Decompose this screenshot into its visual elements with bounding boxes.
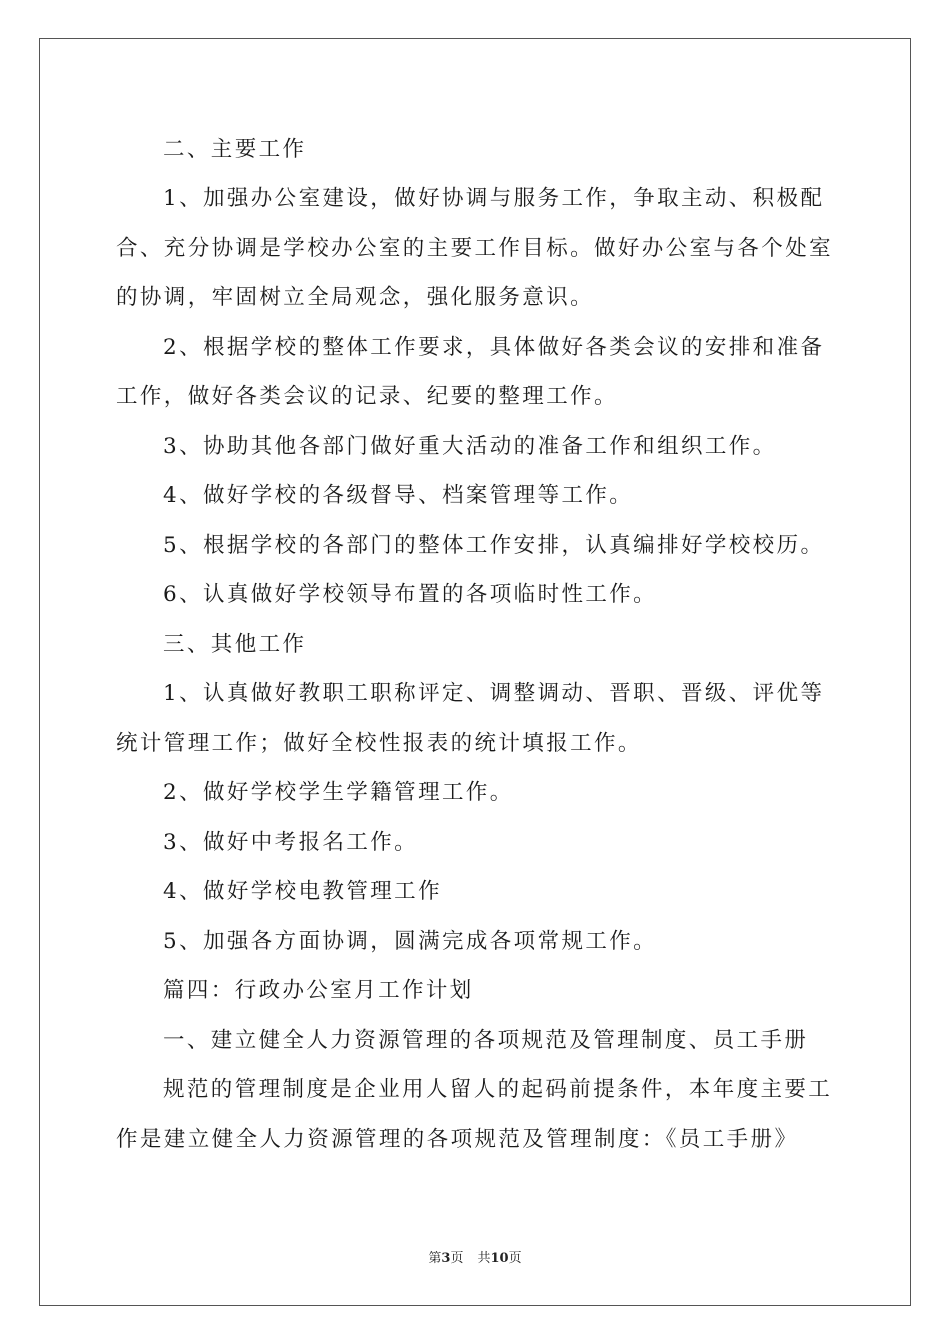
paragraph-line: 3、协助其他各部门做好重大活动的准备工作和组织工作。 (163, 434, 777, 459)
paragraph-line: 合、充分协调是学校办公室的主要工作目标。做好办公室与各个处室 (116, 236, 834, 261)
page-border (39, 38, 911, 1306)
paragraph-line: 4、做好学校电教管理工作 (163, 879, 442, 904)
paragraph-line: 5、加强各方面协调，圆满完成各项常规工作。 (163, 929, 658, 954)
paragraph-line: 4、做好学校的各级督导、档案管理等工作。 (163, 483, 634, 508)
paragraph-line: 6、认真做好学校领导布置的各项临时性工作。 (163, 582, 658, 607)
section-heading: 三、其他工作 (163, 632, 307, 657)
paragraph-line: 的协调，牢固树立全局观念，强化服务意识。 (116, 285, 595, 310)
paragraph-line: 1、加强办公室建设，做好协调与服务工作，争取主动、积极配 (163, 186, 825, 211)
page-prefix: 第 (428, 1251, 442, 1266)
chapter-heading: 篇四：行政办公室月工作计划 (163, 978, 474, 1003)
paragraph-line: 2、做好学校学生学籍管理工作。 (163, 780, 514, 805)
paragraph-line: 作是建立健全人力资源管理的各项规范及管理制度：《员工手册》 (116, 1127, 799, 1152)
paragraph-line: 3、做好中考报名工作。 (163, 830, 419, 855)
paragraph-line: 5、根据学校的各部门的整体工作安排，认真编排好学校校历。 (163, 533, 825, 558)
paragraph-line: 1、认真做好教职工职称评定、调整调动、晋职、晋级、评优等 (163, 681, 825, 706)
page-unit: 页 (450, 1251, 464, 1266)
total-unit: 页 (508, 1251, 522, 1266)
page-current: 3 (441, 1251, 451, 1266)
total-prefix: 共 (477, 1251, 491, 1266)
paragraph-line: 一、建立健全人力资源管理的各项规范及管理制度、员工手册 (163, 1028, 809, 1053)
paragraph-line: 统计管理工作；做好全校性报表的统计填报工作。 (116, 731, 642, 756)
paragraph-line: 2、根据学校的整体工作要求，具体做好各类会议的安排和准备 (163, 335, 825, 360)
page-footer (0, 1247, 950, 1266)
paragraph-line: 规范的管理制度是企业用人留人的起码前提条件，本年度主要工 (163, 1077, 833, 1102)
page-total: 10 (490, 1251, 509, 1266)
section-heading: 二、主要工作 (163, 137, 307, 162)
paragraph-line: 工作，做好各类会议的记录、纪要的整理工作。 (116, 384, 618, 409)
